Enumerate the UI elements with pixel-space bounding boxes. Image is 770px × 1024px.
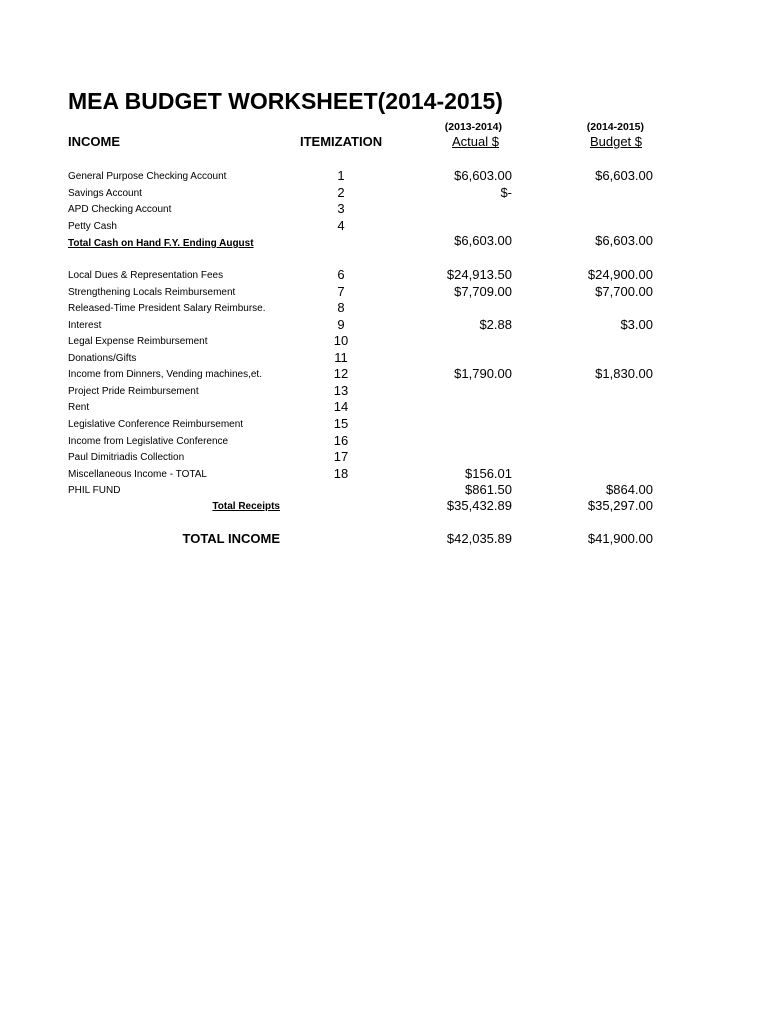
row-label: Strengthening Locals Reimbursement: [68, 286, 236, 298]
row-label: Savings Account: [68, 187, 142, 199]
row-label: Legal Expense Reimbursement: [68, 336, 208, 348]
table-row: [0, 267, 770, 283]
row-budget: $3.00: [620, 316, 653, 332]
table-row: [0, 168, 770, 184]
table-row: [0, 416, 770, 432]
row-label: Income from Legislative Conference: [68, 435, 229, 447]
row-item-number: 14: [333, 399, 349, 415]
row-item-number: 7: [337, 283, 345, 299]
row-actual: $2.88: [479, 316, 512, 332]
table-row: [0, 218, 770, 234]
row-item-number: 13: [333, 382, 349, 398]
row-budget: $7,700.00: [595, 283, 653, 299]
row-item-number: 17: [333, 449, 349, 465]
row-item-number: 18: [333, 465, 349, 481]
row-actual: $6,603.00: [454, 168, 512, 183]
cash-total-budget: $6,603.00: [595, 233, 653, 248]
row-label: PHIL FUND: [68, 485, 121, 497]
row-label: General Purpose Checking Account: [68, 171, 227, 182]
table-row: [0, 383, 770, 399]
table-row: [0, 333, 770, 349]
row-actual: $24,913.50: [446, 267, 512, 282]
table-row: [0, 350, 770, 366]
actual-year-label: (2013-2014): [444, 121, 502, 133]
row-label: Project Pride Reimbursement: [68, 385, 199, 397]
income-header: INCOME: [68, 134, 120, 149]
page-title: MEA BUDGET WORKSHEET(2014-2015): [68, 88, 503, 114]
row-label: Legislative Conference Reimbursement: [68, 418, 244, 430]
table-row: [0, 433, 770, 449]
total-receipts-budget: $35,297.00: [587, 498, 653, 513]
row-label: APD Checking Account: [68, 204, 172, 216]
table-row: [0, 317, 770, 333]
row-item-number: 6: [337, 267, 345, 282]
row-item-number: 8: [337, 300, 345, 316]
row-item-number: 1: [337, 168, 345, 183]
table-row: [0, 284, 770, 300]
total-receipts-actual: $35,432.89: [446, 498, 512, 513]
total-receipts-label: Total Receipts: [212, 501, 280, 512]
row-label: Rent: [68, 402, 90, 414]
table-row: [0, 449, 770, 465]
row-label: Donations/Gifts: [68, 352, 137, 364]
total-income-budget: $41,900.00: [587, 531, 653, 546]
row-budget: $24,900.00: [587, 267, 653, 282]
row-label: Miscellaneous Income - TOTAL: [68, 468, 207, 480]
row-label: Paul Dimitriadis Collection: [68, 452, 185, 464]
table-row: [0, 366, 770, 382]
table-row: [0, 482, 770, 498]
table-row: [0, 399, 770, 415]
row-item-number: 12: [333, 366, 349, 382]
row-budget: $1,830.00: [595, 366, 653, 382]
row-item-number: 16: [333, 432, 349, 448]
total-income-label: TOTAL INCOME: [182, 531, 280, 546]
row-actual: $1,790.00: [454, 366, 512, 382]
row-actual: $861.50: [465, 482, 512, 498]
row-label: Interest: [68, 319, 102, 331]
row-item-number: 3: [337, 201, 345, 217]
row-actual: $7,709.00: [454, 283, 512, 299]
table-row: [0, 466, 770, 482]
budget-year-label: (2014-2015): [586, 121, 644, 133]
table-row: [0, 201, 770, 217]
actual-header: Actual $: [452, 134, 499, 149]
row-label: Income from Dinners, Vending machines,et.: [68, 369, 262, 381]
table-row: [0, 185, 770, 201]
row-actual: $-: [500, 184, 512, 200]
row-item-number: 4: [337, 217, 345, 233]
row-budget: $864.00: [606, 482, 653, 498]
row-budget: $6,603.00: [595, 168, 653, 183]
row-label: Petty Cash: [68, 220, 117, 232]
row-item-number: 10: [333, 333, 349, 349]
row-item-number: 9: [337, 316, 345, 332]
row-actual: $156.01: [465, 465, 512, 481]
itemization-header: ITEMIZATION: [300, 134, 383, 149]
row-label: Released-Time President Salary Reimburse.: [68, 303, 266, 315]
cash-total-row: [0, 233, 770, 249]
row-item-number: 11: [334, 349, 348, 365]
budget-header: Budget $: [589, 134, 642, 149]
row-item-number: 2: [337, 184, 345, 200]
cash-total-label: Total Cash on Hand F.Y. Ending August: [68, 238, 254, 249]
row-label: Local Dues & Representation Fees: [68, 270, 224, 281]
table-row: [0, 300, 770, 316]
cash-total-actual: $6,603.00: [454, 233, 512, 248]
row-item-number: 15: [333, 415, 349, 431]
total-income-actual: $42,035.89: [446, 531, 512, 546]
